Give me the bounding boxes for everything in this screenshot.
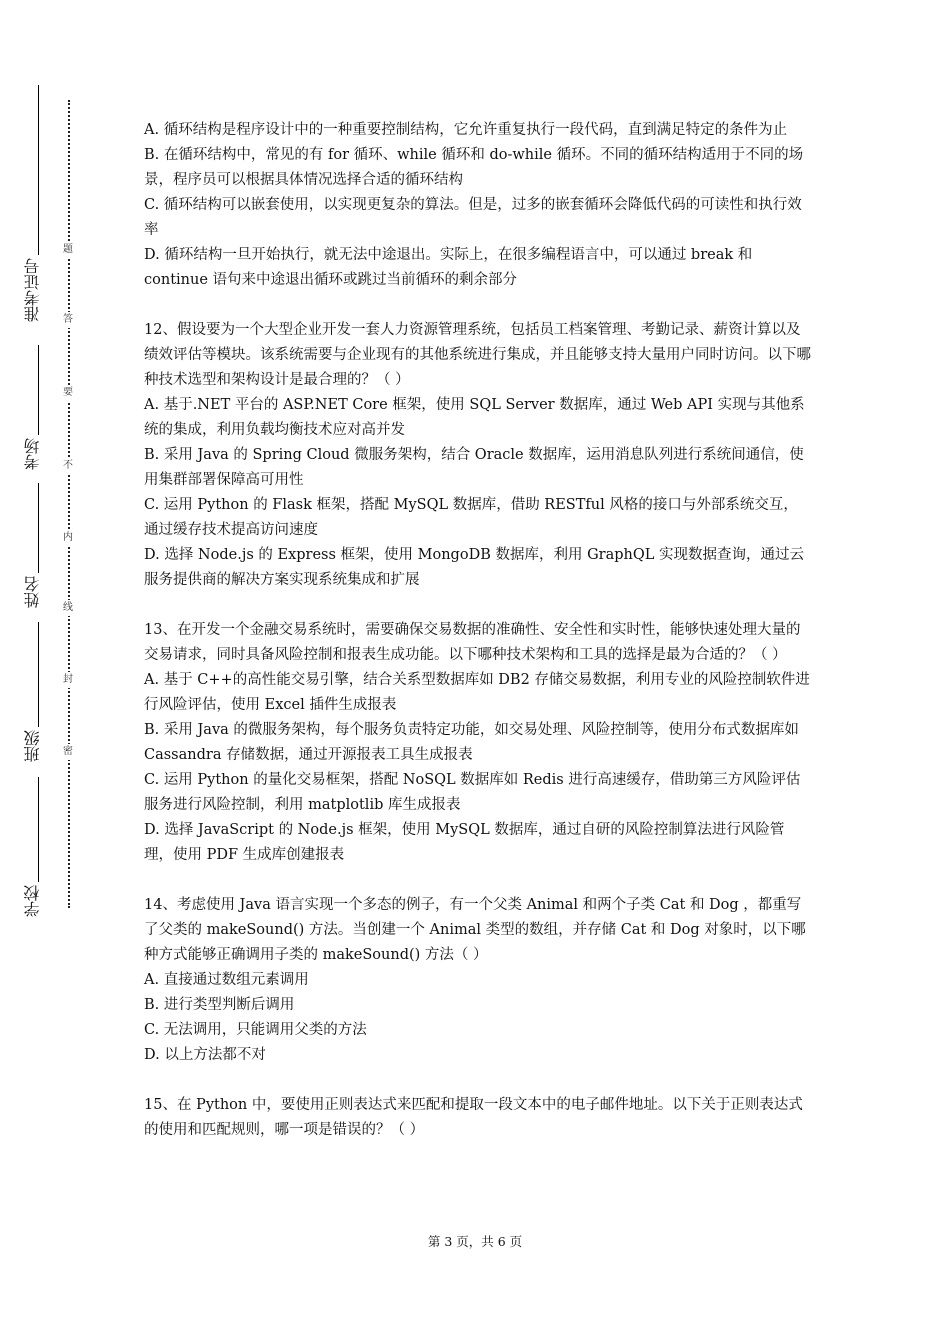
- field-line-xx: [38, 777, 39, 882]
- option-text: D. 选择 JavaScript 的 Node.js 框架，使用 MySQL 数据库，通过自研的风险控制算法进行风险管理，使用 PDF 生成库创建报表: [144, 822, 785, 863]
- field-name: [22, 576, 44, 608]
- field-exam-id: [22, 258, 44, 322]
- field-class-label: 班级: [23, 730, 42, 762]
- option-text: A. 直接通过数组元素调用: [144, 972, 309, 988]
- field-line-bj: [38, 622, 39, 727]
- option-text: A. 循环结构是程序设计中的一种重要控制结构，它允许重复执行一段代码，直到满足特定的条件为止: [144, 122, 788, 138]
- option-text: B. 采用 Java 的微服务架构，每个服务负责特定功能，如交易处理、风险控制等，使用分布式数据库如 Cassandra 存储数据，通过开源报表工具生成报表: [144, 722, 799, 763]
- option-text: D. 以上方法都不对: [144, 1047, 266, 1063]
- seal-char: 密: [60, 744, 76, 760]
- option-text: B. 进行类型判断后调用: [144, 997, 295, 1013]
- seal-char: 要: [60, 385, 76, 401]
- question-12: [144, 318, 812, 593]
- option-text: A. 基于.NET 平台的 ASP.NET Core 框架，使用 SQL Server 数据库，通过 Web API 实现与其他系统的集成，利用负载均衡技术应对高并发: [144, 397, 805, 438]
- question-14: [144, 893, 812, 1068]
- seal-char: 封: [60, 672, 76, 688]
- field-exam-room: [22, 438, 44, 470]
- question-stem: 14、考虑使用 Java 语言实现一个多态的例子，有一个父类 Animal 和两个子类 Cat 和 Dog ，都重写了父类的 makeSound() 方法。当创建一个 Animal 类型的数组，并存储 Cat 和 Dog 对象时，以下哪种方式能够正确调用子类的 makeSound() 方法（ ）: [144, 897, 806, 963]
- question-stem: 12、假设要为一个大型企业开发一套人力资源管理系统，包括员工档案管理、考勤记录、薪资计算以及绩效评估等模块。该系统需要与企业现有的其他系统进行集成，并且能够支持大量用户同时访问。以下哪种技术选型和架构设计是最合理的？（ ）: [144, 322, 811, 388]
- seal-char: 内: [60, 530, 76, 546]
- field-exam-id-label: 准考证号: [23, 258, 42, 322]
- option-text: D. 选择 Node.js 的 Express 框架，使用 MongoDB 数据库，利用 GraphQL 实现数据查询，通过云服务提供商的解决方案实现系统集成和扩展: [144, 547, 804, 588]
- field-exam-room-label: 考场: [23, 438, 42, 470]
- option-text: A. 基于 C++的高性能交易引擎，结合关系型数据库如 DB2 存储交易数据，利用专业的风险控制软件进行风险评估，使用 Excel 插件生成报表: [144, 672, 810, 713]
- question-13: [144, 618, 812, 868]
- field-school-label: 学校: [23, 885, 42, 917]
- field-line-kc: [38, 345, 39, 435]
- option-text: C. 循环结构可以嵌套使用，以实现更复杂的算法。但是，过多的嵌套循环会降低代码的可读性和执行效率: [144, 197, 802, 238]
- seal-char: 答: [60, 312, 76, 328]
- question-stem: 13、在开发一个金融交易系统时，需要确保交易数据的准确性、安全性和实时性，能够快速处理大量的交易请求，同时具备风险控制和报表生成功能。以下哪种技术架构和工具的选择是最为合适的？（ ）: [144, 622, 801, 663]
- seal-char: 题: [60, 242, 76, 258]
- question-15: [144, 1093, 812, 1143]
- option-text: C. 无法调用，只能调用父类的方法: [144, 1022, 367, 1038]
- page-number: 第 3 页，共 6 页: [427, 1234, 523, 1249]
- option-text: C. 运用 Python 的量化交易框架，搭配 NoSQL 数据库如 Redis 进行高速缓存，借助第三方风险评估服务进行风险控制，利用 matplotlib 库生成报表: [144, 772, 801, 813]
- option-text: B. 在循环结构中，常见的有 for 循环、while 循环和 do-while 循环。不同的循环结构适用于不同的场景，程序员可以根据具体情况选择合适的循环结构: [144, 147, 804, 188]
- seal-char: 线: [60, 600, 76, 616]
- field-name-label: 姓名: [23, 576, 42, 608]
- field-line-zkzh: [38, 85, 39, 255]
- question-11-options: [144, 118, 812, 293]
- field-school: [22, 885, 44, 917]
- option-text: D. 循环结构一旦开始执行，就无法中途退出。实际上，在很多编程语言中，可以通过 break 和 continue 语句来中途退出循环或跳过当前循环的剩余部分: [144, 247, 753, 288]
- seal-char: 不: [60, 458, 76, 474]
- field-class: [22, 730, 44, 762]
- option-text: C. 运用 Python 的 Flask 框架，搭配 MySQL 数据库，借助 RESTful 风格的接口与外部系统交互，通过缓存技术提高访问速度: [144, 497, 798, 538]
- exam-content: [144, 118, 812, 1168]
- field-line-xm: [38, 483, 39, 573]
- seal-dotted-line: [68, 100, 70, 908]
- option-text: B. 采用 Java 的 Spring Cloud 微服务架构，结合 Oracle 数据库，运用消息队列进行系统间通信，使用集群部署保障高可用性: [144, 447, 804, 488]
- question-stem: 15、在 Python 中，要使用正则表达式来匹配和提取一段文本中的电子邮件地址。以下关于正则表达式的使用和匹配规则，哪一项是错误的？（ ）: [144, 1097, 803, 1138]
